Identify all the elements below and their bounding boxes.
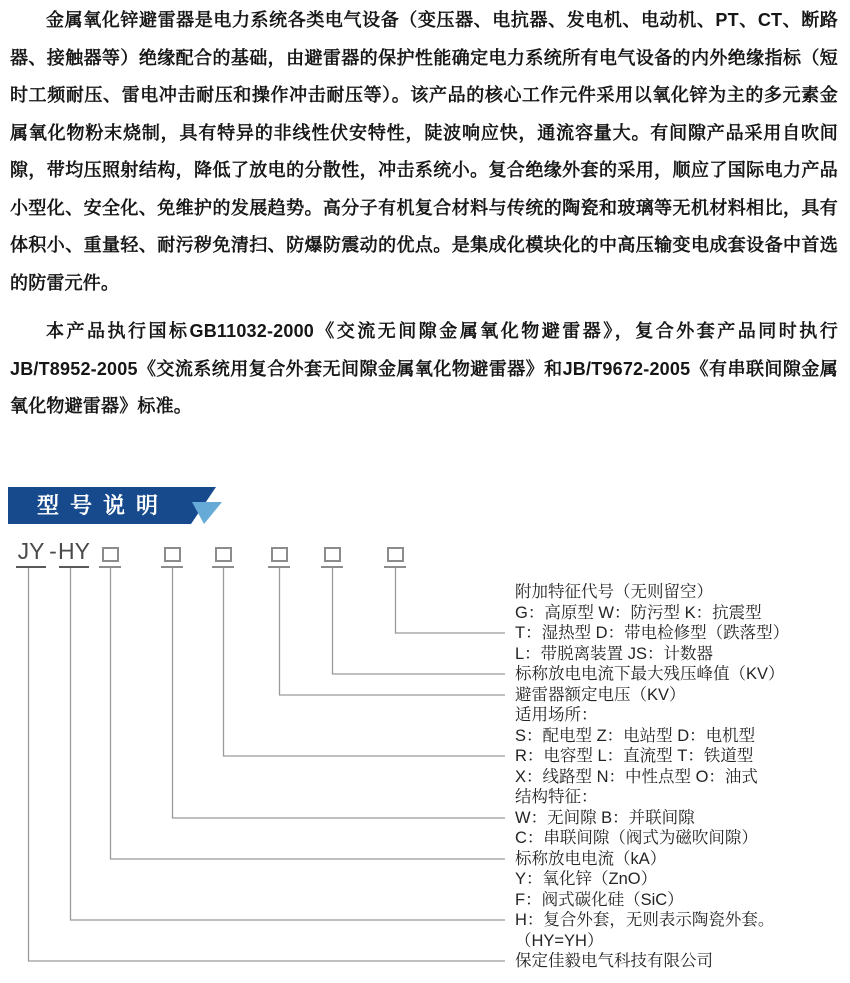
label-structure-feature: 结构特征： [515,788,598,806]
label-rated-voltage: 避雷器额定电压（KV） [515,685,686,704]
connector-box5 [333,568,506,674]
model-placeholder-box-5 [324,547,341,562]
label-structure-wb: W：无间隙 B：并联间隙 [515,808,695,827]
label-structure-c: C：串联间隙（阀式为磁吹间隙） [515,829,758,847]
label-extra-feature-ljs: L：带脱离装置 JS：计数器 [515,644,714,663]
label-extra-feature-code: 附加特征代号（无则留空） [515,583,713,601]
model-placeholder-box-4 [271,547,288,562]
connector-hy [71,568,506,920]
label-silicon-carbide: F：阀式碳化硅（SiC） [515,890,684,909]
model-placeholder-box-2 [164,547,181,562]
model-label-column [515,582,845,972]
label-composite-housing: H：复合外套，无则表示陶瓷外套。 [515,911,775,929]
label-application-place: 适用场所： [515,706,598,724]
model-code-part-hy: HY [58,538,90,564]
connector-box4 [280,568,506,695]
underline-box-5 [321,566,343,568]
label-nominal-discharge-current: 标称放电电流（kA） [515,849,667,868]
label-extra-feature-td: T：湿热型 D：带电检修型（跌落型） [515,624,790,642]
label-zinc-oxide: Y：氧化锌（ZnO） [515,870,658,888]
label-company-name: 保定佳毅电气科技有限公司 [515,952,713,970]
underline-box-3 [212,566,234,568]
label-application-xno: X：线路型 N：中性点型 O：油式 [515,767,758,786]
underline-box-2 [161,566,183,568]
model-placeholder-box-6 [387,547,404,562]
intro-paragraph: 金属氧化锌避雷器是电力系统各类电气设备（变压器、电抗器、发电机、电动机、PT、CT、断路器、接触器等）绝缘配合的基础，由避雷器的保护性能确定电力系统所有电气设备的内外绝缘指标（短时工频耐压、雷电冲击耐压和操作冲击耐压等）。该产品的核心工作元件采用以氧化锌为主的多元素金属氧化物粉末烧制，具有特异的非线性伏安特性，陡波响应快，通流容量大。有间隙产品采用自吹间隙，带均压照射结构，降低了放电的分散性，冲击系统小。复合绝缘外套的采用，顺应了国际电力产品小型化、安全化、免维护的发展趋势。高分子有机复合材料与传统的陶瓷和玻璃等无机材料相比，具有体积小、重量轻、耐污秽免清扫、防爆防震动的优点。是集成化模块化的中高压输变电成套设备中首选的防雷元件。 [10,10,838,293]
underline-box-6 [384,566,406,568]
model-placeholder-box-1 [102,547,119,562]
underline-hy [59,566,89,568]
connector-box6 [396,568,506,633]
underline-box-4 [268,566,290,568]
connector-box1 [111,568,506,859]
model-code-separator: - [49,538,57,564]
label-application-szd: S：配电型 Z：电站型 D：电机型 [515,726,756,745]
connector-box2 [173,568,506,818]
connector-jy [29,568,506,961]
connector-box3 [224,568,506,756]
label-hy-equals-yh: （HY=YH） [515,931,604,950]
underline-jy [16,566,46,568]
label-extra-feature-gwk: G：高原型 W：防污型 K：抗震型 [515,603,762,622]
model-placeholder-box-3 [215,547,232,562]
standards-paragraph: 本产品执行国标GB11032-2000《交流无间隙金属氧化物避雷器》，复合外套产品同时执行JB/T8952-2005《交流系统用复合外套无间隙金属氧化物避雷器》和JB/T9672-2005《有串联间隙金属氧化物避雷器》标准。 [10,321,838,416]
label-application-rlt: R：电容型 L：直流型 T：铁道型 [515,747,754,765]
section-banner [5,485,235,530]
underline-box-1 [99,566,121,568]
model-code-part-jy: JY [17,538,45,564]
section-title: 型号说明 [37,493,170,518]
label-max-residual-voltage: 标称放电电流下最大残压峰值（KV） [515,665,785,683]
